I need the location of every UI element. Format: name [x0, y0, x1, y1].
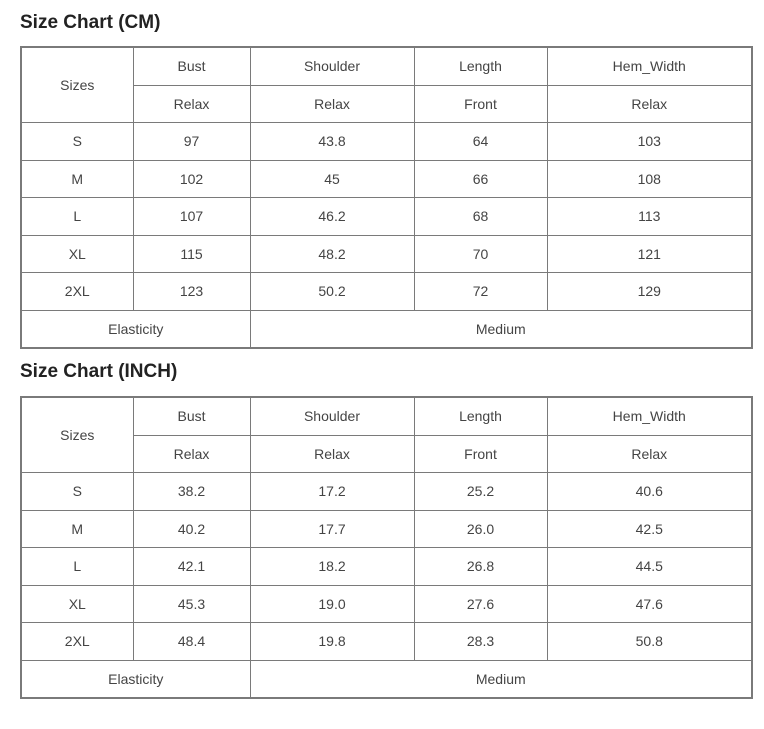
- size-chart-cm-title: Size Chart (CM): [20, 12, 161, 33]
- value-cell: 40.2: [133, 510, 250, 548]
- value-cell: 18.2: [250, 548, 414, 586]
- value-cell: 68: [414, 198, 547, 236]
- size-cell: XL: [21, 585, 133, 623]
- value-cell: 44.5: [547, 548, 752, 586]
- value-cell: 48.2: [250, 235, 414, 273]
- size-cell: M: [21, 510, 133, 548]
- value-cell: 70: [414, 235, 547, 273]
- sizes-header: Sizes: [21, 397, 133, 473]
- header-cell: Hem_Width: [547, 397, 752, 435]
- elasticity-row: [21, 660, 752, 698]
- value-cell: 42.1: [133, 548, 250, 586]
- table-row: [21, 510, 752, 548]
- size-cell: L: [21, 198, 133, 236]
- value-cell: 38.2: [133, 473, 250, 511]
- header-row: [21, 47, 752, 85]
- size-cell: XL: [21, 235, 133, 273]
- value-cell: 40.6: [547, 473, 752, 511]
- value-cell: 50.2: [250, 273, 414, 311]
- size-cell: M: [21, 160, 133, 198]
- elasticity-label: Elasticity: [21, 660, 250, 698]
- table-row: [21, 585, 752, 623]
- value-cell: 27.6: [414, 585, 547, 623]
- table-row: [21, 160, 752, 198]
- header-cell: Bust: [133, 397, 250, 435]
- table-row: [21, 235, 752, 273]
- value-cell: 129: [547, 273, 752, 311]
- header-cell: Shoulder: [250, 47, 414, 85]
- subheader-cell: Relax: [133, 435, 250, 473]
- table-row: [21, 473, 752, 511]
- table-row: [21, 548, 752, 586]
- table-row: [21, 273, 752, 311]
- size-chart-inch-table: [20, 396, 753, 699]
- header-row: [21, 397, 752, 435]
- value-cell: 19.8: [250, 623, 414, 661]
- value-cell: 19.0: [250, 585, 414, 623]
- value-cell: 48.4: [133, 623, 250, 661]
- elasticity-label: Elasticity: [21, 310, 250, 348]
- value-cell: 97: [133, 123, 250, 161]
- size-cell: 2XL: [21, 273, 133, 311]
- table-row: [21, 198, 752, 236]
- subheader-cell: Relax: [547, 435, 752, 473]
- value-cell: 28.3: [414, 623, 547, 661]
- size-chart-inch-title: Size Chart (INCH): [20, 361, 178, 382]
- value-cell: 113: [547, 198, 752, 236]
- header-cell: Hem_Width: [547, 47, 752, 85]
- header-cell: Bust: [133, 47, 250, 85]
- sizes-header: Sizes: [21, 47, 133, 123]
- header-cell: Length: [414, 47, 547, 85]
- value-cell: 108: [547, 160, 752, 198]
- value-cell: 107: [133, 198, 250, 236]
- value-cell: 17.2: [250, 473, 414, 511]
- subheader-cell: Front: [414, 435, 547, 473]
- value-cell: 121: [547, 235, 752, 273]
- value-cell: 64: [414, 123, 547, 161]
- size-chart-cm-table: [20, 46, 753, 349]
- table-row: [21, 123, 752, 161]
- value-cell: 46.2: [250, 198, 414, 236]
- elasticity-value: Medium: [250, 660, 752, 698]
- value-cell: 47.6: [547, 585, 752, 623]
- value-cell: 72: [414, 273, 547, 311]
- value-cell: 123: [133, 273, 250, 311]
- subheader-cell: Relax: [547, 85, 752, 123]
- size-cell: 2XL: [21, 623, 133, 661]
- size-cell: S: [21, 473, 133, 511]
- value-cell: 42.5: [547, 510, 752, 548]
- value-cell: 66: [414, 160, 547, 198]
- value-cell: 103: [547, 123, 752, 161]
- elasticity-value: Medium: [250, 310, 752, 348]
- header-cell: Length: [414, 397, 547, 435]
- size-cell: L: [21, 548, 133, 586]
- value-cell: 102: [133, 160, 250, 198]
- size-cell: S: [21, 123, 133, 161]
- value-cell: 43.8: [250, 123, 414, 161]
- subheader-cell: Front: [414, 85, 547, 123]
- value-cell: 26.8: [414, 548, 547, 586]
- elasticity-row: [21, 310, 752, 348]
- table-row: [21, 623, 752, 661]
- header-cell: Shoulder: [250, 397, 414, 435]
- value-cell: 17.7: [250, 510, 414, 548]
- value-cell: 25.2: [414, 473, 547, 511]
- value-cell: 26.0: [414, 510, 547, 548]
- value-cell: 115: [133, 235, 250, 273]
- value-cell: 45.3: [133, 585, 250, 623]
- value-cell: 45: [250, 160, 414, 198]
- subheader-cell: Relax: [133, 85, 250, 123]
- subheader-cell: Relax: [250, 85, 414, 123]
- subheader-cell: Relax: [250, 435, 414, 473]
- value-cell: 50.8: [547, 623, 752, 661]
